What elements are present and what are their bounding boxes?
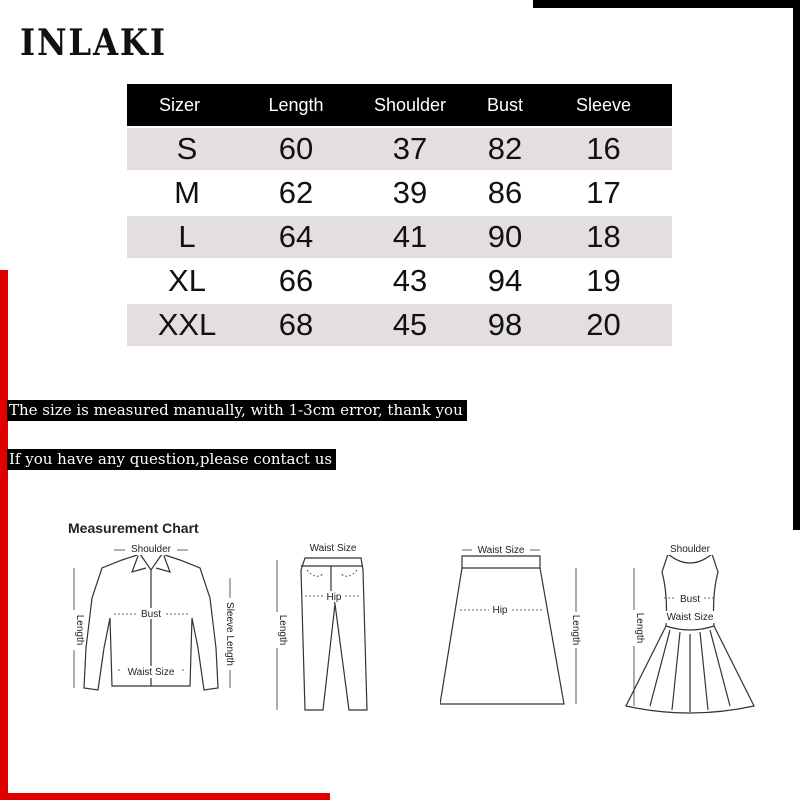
skirt-length-label: Length xyxy=(570,614,581,646)
frame-left-bar xyxy=(0,270,8,800)
pants-waist-label: Waist Size xyxy=(309,543,357,554)
cell-sleeve: 16 xyxy=(586,131,621,166)
skirt-waist-label: Waist Size xyxy=(477,545,525,556)
cell-sleeve: 19 xyxy=(586,263,621,298)
pants-diagram xyxy=(265,540,380,715)
table-row xyxy=(127,304,672,346)
dress-shoulder-label: Shoulder xyxy=(669,544,711,555)
cell-shoulder: 37 xyxy=(392,131,428,166)
frame-right-bar xyxy=(793,0,800,530)
pants-hip-label: Hip xyxy=(326,592,342,603)
cell-length: 64 xyxy=(278,219,314,254)
pants-length-label: Length xyxy=(277,614,288,646)
cell-sleeve: 17 xyxy=(586,175,621,210)
cell-size: XL xyxy=(168,263,206,298)
table-row xyxy=(127,260,672,302)
cell-sleeve: 18 xyxy=(586,219,621,254)
size-table-header xyxy=(127,84,672,126)
brand-logo: INLAKI xyxy=(20,22,167,64)
cell-length: 60 xyxy=(278,131,314,166)
header-length: Length xyxy=(268,94,324,115)
shirt-bust-label: Bust xyxy=(140,609,162,620)
header-size: Sizer xyxy=(159,94,201,115)
dress-bust-label: Bust xyxy=(679,594,701,605)
header-sleeve: Sleeve xyxy=(575,94,632,115)
cell-bust: 90 xyxy=(487,219,523,254)
header-bust: Bust xyxy=(486,94,524,115)
cell-size: S xyxy=(176,131,198,166)
pants-outline-icon xyxy=(301,558,367,710)
cell-size: XXL xyxy=(157,307,217,342)
measurement-chart-title: Measurement Chart xyxy=(68,520,199,536)
cell-size: M xyxy=(174,175,200,210)
frame-top-bar xyxy=(533,0,800,8)
cell-sleeve: 20 xyxy=(586,307,621,342)
cell-length: 68 xyxy=(278,307,314,342)
skirt-hip-label: Hip xyxy=(492,605,508,616)
cell-shoulder: 39 xyxy=(392,175,428,210)
size-table xyxy=(127,84,672,346)
skirt-diagram xyxy=(440,540,590,710)
cell-bust: 94 xyxy=(487,263,523,298)
header-shoulder: Shoulder xyxy=(373,94,447,115)
shirt-shoulder-label: Shoulder xyxy=(130,544,172,555)
cell-shoulder: 45 xyxy=(392,307,428,342)
shirt-diagram xyxy=(62,538,247,708)
dress-length-label: Length xyxy=(634,612,645,644)
measurement-notice: The size is measured manually, with 1-3cm error, thank you xyxy=(7,400,467,421)
table-row xyxy=(127,216,672,258)
cell-length: 66 xyxy=(278,263,314,298)
table-row xyxy=(127,172,672,214)
contact-notice: If you have any question,please contact us xyxy=(7,449,336,470)
cell-bust: 86 xyxy=(487,175,523,210)
frame-bottom-bar xyxy=(0,793,330,800)
cell-shoulder: 41 xyxy=(392,219,428,254)
skirt-outline-icon xyxy=(440,556,564,704)
shirt-sleeve-label: Sleeve Length xyxy=(224,602,235,666)
cell-bust: 82 xyxy=(487,131,523,166)
dress-waist-label: Waist Size xyxy=(666,612,714,623)
shirt-waist-label: Waist Size xyxy=(127,667,175,678)
dress-diagram xyxy=(620,538,770,718)
table-row xyxy=(127,128,672,170)
shirt-length-label: Length xyxy=(74,614,85,646)
cell-shoulder: 43 xyxy=(392,263,428,298)
cell-length: 62 xyxy=(278,175,314,210)
cell-bust: 98 xyxy=(487,307,523,342)
cell-size: L xyxy=(178,219,196,254)
